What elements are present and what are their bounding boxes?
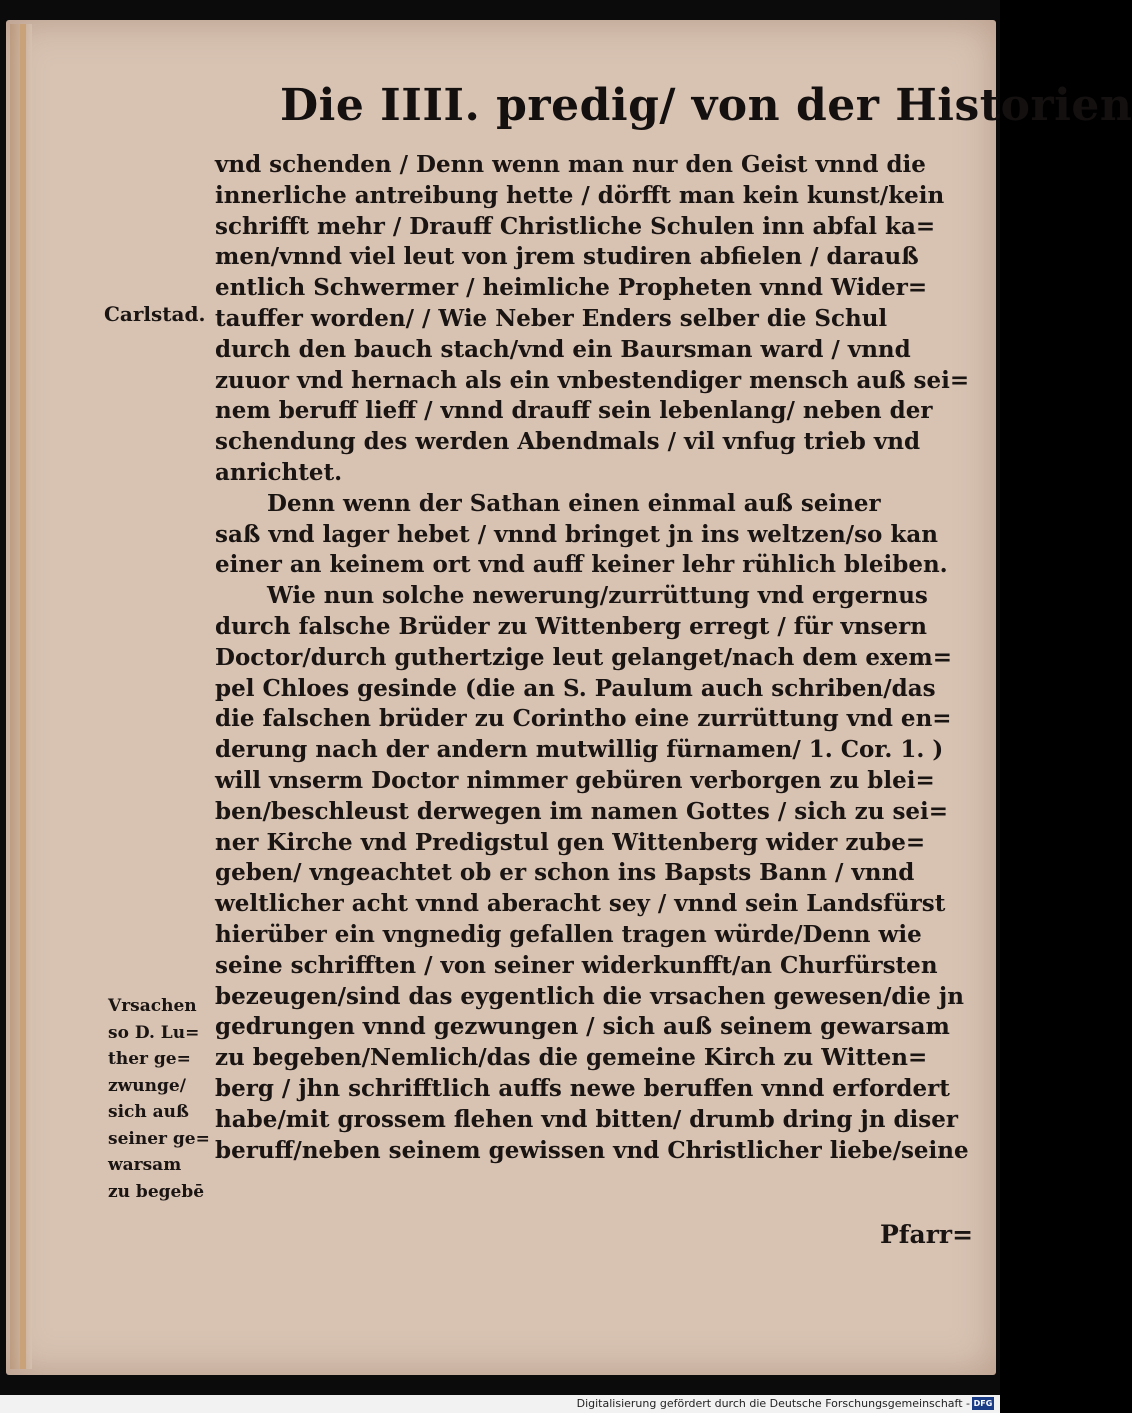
text-line: saß vnd lager hebet / vnnd bringet jn ins weltzen/so kan (215, 520, 938, 548)
text-line: schendung des werden Abendmals / vil vnfug trieb vnd (215, 428, 921, 456)
text-line: anrichtet. (215, 458, 343, 486)
book-spine (20, 24, 26, 1369)
text-line: Wie nun solche newerung/zurrüttung vnd ergernus (267, 582, 928, 610)
text-line: Denn wenn der Sathan einen einmal auß seiner (267, 489, 881, 517)
text-line: Doctor/durch guthertzige leut gelanget/nach dem exem= (215, 643, 953, 671)
text-line: bezeugen/sind das eygentlich die vrsachen gewesen/die jn (215, 982, 964, 1010)
margin-note-line: zwunge/ (108, 1075, 186, 1096)
footer-credit: Digitalisierung gefördert durch die Deutsche Forschungsgemeinschaft - (576, 1397, 970, 1410)
margin-note-carlstad: Carlstad. (104, 302, 206, 326)
text-line: geben/ vngeachtet ob er schon ins Bapsts Bann / vnnd (215, 859, 915, 887)
margin-note-ursachen (108, 993, 210, 1205)
text-line: pel Chloes gesinde (die an S. Paulum auch schriben/das (215, 674, 936, 702)
text-line: weltlicher acht vnnd aberacht sey / vnnd sein Landsfürst (215, 890, 946, 918)
text-line: gedrungen vnnd gezwungen / sich auß seinem gewarsam (215, 1013, 950, 1041)
body-text (215, 150, 975, 1166)
text-line: will vnserm Doctor nimmer gebüren verborgen zu blei= (215, 766, 935, 794)
text-line: ner Kirche vnd Predigstul gen Wittenberg wider zube= (215, 828, 926, 856)
text-line: habe/mit grossem flehen vnd bitten/ drumb dring jn diser (215, 1105, 958, 1133)
text-line: seine schrifften / von seiner widerkunfft/an Churfürsten (215, 951, 938, 979)
catchword: Pfarr= (880, 1220, 974, 1249)
margin-note-line: seiner ge= (108, 1128, 210, 1149)
dfg-logo-icon: DFG (973, 1399, 993, 1408)
text-line: beruff/neben seinem gewissen vnd Christlicher liebe/seine (215, 1136, 969, 1164)
text-line: hierüber ein vngnedig gefallen tragen würde/Denn wie (215, 920, 922, 948)
margin-note-line: warsam (108, 1155, 182, 1175)
text-line: durch den bauch stach/vnd ein Baursman ward / vnnd (215, 335, 911, 363)
text-line: berg / jhn schrifftlich auffs newe beruffen vnnd erfordert (215, 1074, 950, 1102)
text-line: durch falsche Brüder zu Wittenberg erregt / für vnsern (215, 612, 927, 640)
margin-note-line: so D. Lu= (108, 1022, 200, 1043)
text-line: ben/beschleust derwegen im namen Gottes / sich zu sei= (215, 797, 949, 825)
text-line: men/vnnd viel leut von jrem studiren abfielen / darauß (215, 243, 919, 271)
text-line: einer an keinem ort vnd auff keiner lehr rühlich bleiben. (215, 551, 948, 579)
text-line: vnd schenden / Denn wenn man nur den Geist vnnd die (215, 151, 926, 178)
text-line: entlich Schwermer / heimliche Propheten vnnd Wider= (215, 274, 928, 302)
margin-note-line: ther ge= (108, 1049, 191, 1069)
text-line: zuuor vnd hernach als ein vnbestendiger mensch auß sei= (215, 366, 970, 394)
text-line: tauffer worden/ / Wie Neber Enders selber die Schul (215, 304, 888, 332)
margin-note-line: Vrsachen (108, 996, 197, 1016)
text-line: schrifft mehr / Drauff Christliche Schulen inn abfal ka= (215, 212, 936, 240)
text-line: innerliche antreibung hette / dörfft man kein kunst/kein (215, 181, 945, 209)
text-line: zu begeben/Nemlich/das die gemeine Kirch zu Witten= (215, 1044, 928, 1072)
margin-note-line: sich auß (108, 1102, 189, 1122)
text-line: derung nach der andern mutwillig fürnamen/ 1. Cor. 1. ) (215, 736, 944, 764)
text-line: die falschen brüder zu Corintho eine zurrüttung vnd en= (215, 705, 952, 733)
text-line: nem beruff lieff / vnnd drauff sein lebenlang/ neben der (215, 397, 933, 425)
margin-note-line: zu begebē (108, 1181, 205, 1202)
page-header: Die IIII. predig/ von der Historien (280, 80, 1132, 131)
